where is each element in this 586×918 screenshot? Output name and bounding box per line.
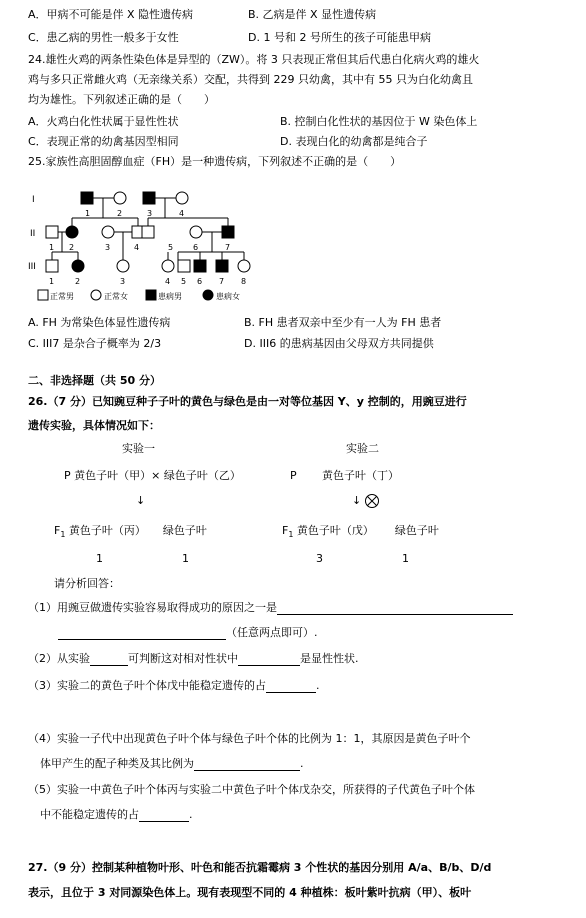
svg-text:2: 2 (69, 243, 75, 252)
q24-option-b: B. 控制白化性状的基因位于 W 染色体上 (280, 115, 478, 128)
exp1-f1-row: $F_1$ 黄色子叶（丙） 绿色子叶 (54, 524, 207, 540)
svg-text:2: 2 (75, 277, 81, 286)
q26-part5-line1: （5）实验一中黄色子叶个体丙与实验二中黄色子叶个体戊杂交，所获得的子代黄色子叶个体 (28, 783, 475, 796)
q25-option-c: C. III7 是杂合子概率为 2/3 (28, 337, 162, 350)
section-heading: 二、非选择题（共 50 分） (28, 374, 161, 387)
q26-part4-line2: 体甲产生的配子种类及其比例为 . (40, 757, 304, 770)
pedigree-III2-affected-female (72, 260, 84, 272)
exp2-f1-yellow: 黄色子叶（戊） (296, 524, 374, 537)
svg-text:8: 8 (241, 277, 247, 286)
legend-normal-female: 正常女 (104, 292, 128, 301)
svg-text:2: 2 (117, 209, 123, 218)
svg-text:3: 3 (147, 209, 153, 218)
pedigree-II1-normal-male (46, 226, 58, 238)
svg-text:3: 3 (120, 277, 126, 286)
q24-stem-line1: 24.雄性火鸡的两条性染色体是异型的（ZW）。将 3 只表现正常但其后代患白化病火鸡的雄火 (28, 53, 480, 66)
exp2-parent: 黄色子叶（丁） (322, 469, 399, 482)
legend-affected-male-icon (146, 290, 156, 300)
selfing-symbol-icon (364, 493, 380, 509)
svg-text:7: 7 (219, 277, 225, 286)
svg-text:5: 5 (168, 243, 174, 252)
pedigree-II6-normal-female (190, 226, 202, 238)
q27-stem-line1: 27.（9 分）控制某种植物叶形、叶色和能否抗霜霉病 3 个性状的基因分别用 A/a、B/b、D/d (28, 861, 492, 874)
pedigree-III5-normal-male (178, 260, 190, 272)
pedigree-III1-normal-male (46, 260, 58, 272)
legend-affected-female-icon (203, 290, 213, 300)
q25-option-b: B. FH 患者双亲中至少有一人为 FH 患者 (244, 316, 442, 329)
answer-blank-2b[interactable] (238, 654, 300, 666)
pedigree-I4-normal-female (176, 192, 188, 204)
q25-stem: 25.家族性高胆固醇血症（FH）是一种遗传病，下列叙述不正确的是（ ） (28, 155, 402, 168)
q26-prompt: 请分析回答： (54, 577, 120, 590)
q25-option-d: D. III6 的患病基因由父母双方共同提供 (244, 337, 434, 350)
exp1-parents: P 黄色子叶（甲）× 绿色子叶（乙） (64, 469, 241, 482)
pedigree-chart (28, 176, 268, 306)
q25-option-a: A. FH 为常染色体显性遗传病 (28, 316, 171, 329)
q26-part1-line2: （任意两点即可）. (58, 626, 318, 640)
pedigree-III8-normal-female (238, 260, 250, 272)
q26-stem-line1: 26.（7 分）已知豌豆种子子叶的黄色与绿色是由一对等位基因 Y、y 控制的，用豌豆进行 (28, 395, 467, 408)
svg-text:3: 3 (105, 243, 111, 252)
pedigree-III4-normal-female (162, 260, 174, 272)
pedigree-II3-normal-female (102, 226, 114, 238)
exp2-f1-label: F (282, 524, 289, 537)
legend-affected-male: 患病男 (158, 292, 182, 301)
q23-option-a: A．甲病不可能是伴 X 隐性遗传病 (28, 8, 194, 21)
exp2-ratio-yellow: 3 (316, 552, 323, 565)
pedigree-III7-affected-male (216, 260, 228, 272)
pedigree-I2-normal-female (114, 192, 126, 204)
answer-blank-5[interactable] (139, 810, 189, 822)
gen-label-2: II (30, 229, 36, 239)
gen-label-1: I (32, 195, 35, 205)
q24-stem-line3: 均为雄性。下列叙述正确的是（ ） (28, 93, 215, 106)
legend-affected-female: 患病女 (216, 292, 240, 301)
gen-label-3: III (28, 262, 36, 272)
answer-blank-3[interactable] (266, 681, 316, 693)
pedigree-I3-affected-male (143, 192, 155, 204)
q26-part4-line1: （4）实验一子代中出现黄色子叶个体与绿色子叶个体的比例为 1：1，其原因是黄色子叶个 (28, 732, 471, 745)
exp2-f1-green: 绿色子叶 (394, 524, 439, 537)
q26-part3: （3）实验二的黄色子叶个体戊中能稳定遗传的占 . (28, 679, 320, 692)
svg-text:4: 4 (134, 243, 140, 252)
svg-text:1: 1 (49, 277, 55, 286)
exp1-f1-yellow: 黄色子叶（丙） (68, 524, 146, 537)
q24-option-a: A．火鸡白化性状属于显性性状 (28, 115, 179, 128)
exp1-arrow: ↓ (136, 494, 146, 507)
exp2-arrow: ↓ (352, 494, 362, 507)
pedigree-III6-affected-male (194, 260, 206, 272)
exp1-f1-label: F (54, 524, 61, 537)
q24-option-d: D. 表现白化的幼禽都是纯合子 (280, 135, 428, 148)
pedigree-II2-affected-female (66, 226, 78, 238)
exp1-title: 实验一 (122, 442, 155, 455)
svg-text:1: 1 (49, 243, 55, 252)
legend-normal-male-icon (38, 290, 48, 300)
legend-normal-male: 正常男 (50, 292, 74, 301)
pedigree-III3-normal-female (117, 260, 129, 272)
exp1-f1-green: 绿色子叶 (162, 524, 207, 537)
svg-text:6: 6 (193, 243, 199, 252)
q26-part1-line1: （1）用豌豆做遗传实验容易取得成功的原因之一是 (28, 601, 513, 615)
q27-stem-line2: 表示，且位于 3 对同源染色体上。现有表现型不同的 4 种植株：板叶紫叶抗病（甲）、板叶 (28, 886, 472, 899)
q23-option-d: D. 1 号和 2 号所生的孩子可能患甲病 (248, 31, 431, 44)
q23-option-c: C．患乙病的男性一般多于女性 (28, 31, 179, 44)
exp1-ratio-yellow: 1 (96, 552, 103, 565)
pedigree-II5-normal-male (142, 226, 154, 238)
svg-text:6: 6 (197, 277, 203, 286)
q24-option-c: C．表现正常的幼禽基因型相同 (28, 135, 179, 148)
svg-text:7: 7 (225, 243, 231, 252)
svg-text:4: 4 (165, 277, 171, 286)
answer-blank-4[interactable] (194, 759, 300, 771)
q24-stem-line2: 鸡与多只正常雌火鸡（无亲缘关系）交配，共得到 229 只幼禽，其中有 55 只为白化幼禽且 (28, 73, 473, 86)
answer-blank-1b[interactable] (58, 628, 226, 640)
svg-text:5: 5 (181, 277, 187, 286)
svg-text:4: 4 (179, 209, 185, 218)
q26-stem-line2: 遗传实验，具体情况如下： (28, 419, 160, 432)
exp2-title: 实验二 (346, 442, 379, 455)
pedigree-I1-affected-male (81, 192, 93, 204)
exp1-ratio-green: 1 (182, 552, 189, 565)
answer-blank-2a[interactable] (90, 654, 128, 666)
pedigree-II7-affected-male (222, 226, 234, 238)
q26-part2: （2）从实验 可判断这对相对性状中 是显性性状. (28, 652, 359, 665)
answer-blank-1a[interactable] (277, 603, 513, 615)
svg-text:1: 1 (85, 209, 91, 218)
exp2-p-label: P (290, 469, 297, 482)
exp2-ratio-green: 1 (402, 552, 409, 565)
exp2-f1-row: $F_1$ 黄色子叶（戊） 绿色子叶 (282, 524, 439, 540)
legend-normal-female-icon (91, 290, 101, 300)
q26-part5-line2: 中不能稳定遗传的占 . (40, 808, 193, 821)
q23-option-b: B. 乙病是伴 X 显性遗传病 (248, 8, 377, 21)
